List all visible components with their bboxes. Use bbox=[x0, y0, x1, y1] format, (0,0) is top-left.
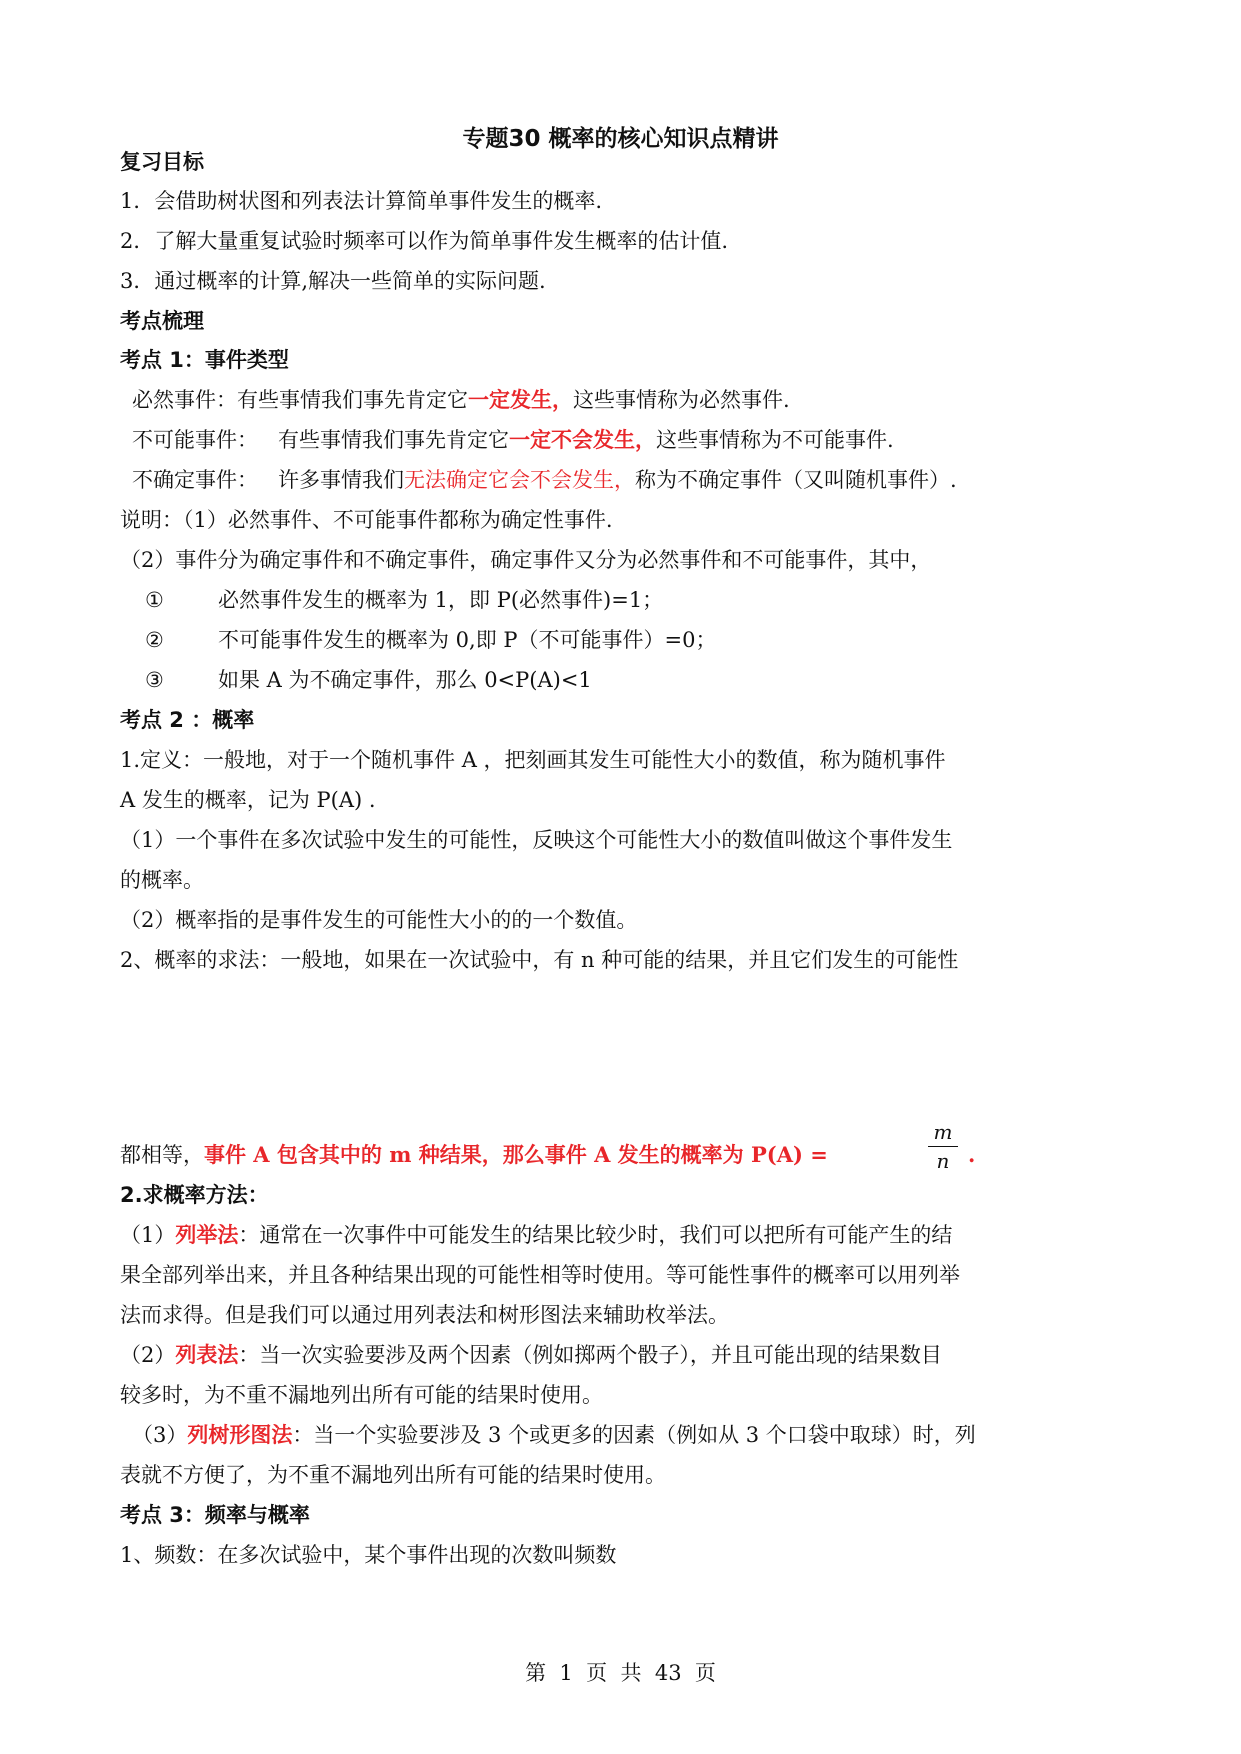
certain-event-text: 必然事件：有些事情我们事先肯定它 bbox=[132, 388, 468, 412]
topic-2-heading: 考点 2 ：概率 bbox=[120, 708, 255, 732]
method-2-line-2: 较多时，为不重不漏地列出所有可能的结果时使用。 bbox=[120, 1383, 603, 1407]
circle-number-2: ② bbox=[145, 628, 164, 652]
impossible-event-text-end: 这些事情称为不可能事件. bbox=[656, 428, 894, 452]
formula-emphasis: 事件 A 包含其中的 m 种结果，那么事件 A 发生的概率为 P(A) = bbox=[204, 1142, 828, 1167]
definition-line-3: （1）一个事件在多次试验中发生的可能性，反映这个可能性大小的数值叫做这个事件发生 bbox=[120, 828, 953, 852]
probability-formula-line bbox=[120, 1140, 828, 1170]
method-3-text: ：当一个实验要涉及 3 个或更多的因素（例如从 3 个口袋中取球）时，列 bbox=[292, 1423, 976, 1447]
topic-3-heading: 考点 3：频率与概率 bbox=[120, 1503, 310, 1527]
fraction-m-over-n bbox=[928, 1120, 958, 1173]
method-1-name: 列举法 bbox=[175, 1222, 239, 1247]
fraction-numerator: m bbox=[928, 1120, 958, 1147]
page-title: 专题30 概率的核心知识点精讲 bbox=[462, 126, 779, 152]
uncertain-event-definition bbox=[132, 465, 957, 495]
certain-event-text-end: 这些事情称为必然事件. bbox=[573, 388, 790, 412]
case-1: 必然事件发生的概率为 1，即 P(必然事件)=1； bbox=[218, 588, 664, 612]
section-heading-key-points: 考点梳理 bbox=[120, 309, 204, 333]
impossible-event-definition bbox=[132, 425, 894, 455]
probability-method-line-1: 2、概率的求法：一般地，如果在一次试验中，有 n 种可能的结果，并且它们发生的可能性 bbox=[120, 948, 959, 972]
method-2-name: 列表法 bbox=[175, 1342, 239, 1367]
frequency-definition: 1、频数：在多次试验中，某个事件出现的次数叫频数 bbox=[120, 1543, 617, 1567]
goal-2: 2．了解大量重复试验时频率可以作为简单事件发生概率的估计值. bbox=[120, 229, 729, 253]
case-2: 不可能事件发生的概率为 0,即 P（不可能事件）=0； bbox=[218, 628, 717, 652]
impossible-event-text: 不可能事件： 有些事情我们事先肯定它 bbox=[132, 428, 510, 452]
method-3-line-2: 表就不方便了，为不重不漏地列出所有可能的结果时使用。 bbox=[120, 1463, 666, 1487]
method-3-number: （3） bbox=[132, 1423, 188, 1447]
method-1-line-1 bbox=[120, 1220, 952, 1250]
section-heading-review-goals: 复习目标 bbox=[120, 150, 204, 174]
goal-3: 3．通过概率的计算,解决一些简单的实际问题. bbox=[120, 269, 546, 293]
method-3-name: 列树形图法 bbox=[187, 1422, 293, 1447]
note-1: 说明：（1）必然事件、不可能事件都称为确定性事件. bbox=[120, 508, 613, 532]
certain-event-emphasis: 一定发生， bbox=[468, 387, 573, 412]
formula-lead-text: 都相等， bbox=[120, 1143, 204, 1167]
definition-line-1: 1.定义：一般地，对于一个随机事件 A ，把刻画其发生可能性大小的数值，称为随机事件 bbox=[120, 748, 946, 772]
definition-line-2: A 发生的概率，记为 P(A) . bbox=[120, 788, 376, 812]
topic-1-heading: 考点 1：事件类型 bbox=[120, 348, 289, 372]
uncertain-event-text-end: 称为不确定事件（又叫随机事件）. bbox=[635, 468, 957, 492]
method-1-number: （1） bbox=[120, 1223, 176, 1247]
definition-line-5: （2）概率指的是事件发生的可能性大小的的一个数值。 bbox=[120, 908, 638, 932]
method-1-text: ：通常在一次事件中可能发生的结果比较少时，我们可以把所有可能产生的结 bbox=[238, 1223, 953, 1247]
uncertain-event-emphasis: 无法确定它会不会发生， bbox=[404, 468, 636, 492]
fraction-denominator: n bbox=[936, 1149, 950, 1173]
uncertain-event-text: 不确定事件： 许多事情我们 bbox=[132, 468, 405, 492]
case-3: 如果 A 为不确定事件，那么 0<P(A)<1 bbox=[218, 668, 592, 692]
method-1-line-2: 果全部列举出来，并且各种结果出现的可能性相等时使用。等可能性事件的概率可以用列举 bbox=[120, 1263, 960, 1287]
method-2-text: ：当一次实验要涉及两个因素（例如掷两个骰子），并且可能出现的结果数目 bbox=[238, 1343, 942, 1367]
goal-1: 1．会借助树状图和列表法计算简单事件发生的概率. bbox=[120, 189, 603, 213]
note-2: （2）事件分为确定事件和不确定事件，确定事件又分为必然事件和不可能事件，其中， bbox=[120, 548, 932, 572]
method-1-line-3: 法而求得。但是我们可以通过用列表法和树形图法来辅助枚举法。 bbox=[120, 1303, 729, 1327]
formula-period: . bbox=[968, 1142, 976, 1167]
methods-heading: 2.求概率方法： bbox=[120, 1183, 269, 1207]
circle-number-3: ③ bbox=[145, 668, 164, 692]
certain-event-definition bbox=[132, 385, 790, 415]
circle-number-1: ① bbox=[145, 588, 164, 612]
page-footer: 第 1 页 共 43 页 bbox=[525, 1661, 716, 1685]
method-2-number: （2） bbox=[120, 1343, 176, 1367]
impossible-event-emphasis: 一定不会发生， bbox=[509, 427, 657, 452]
method-3-line-1 bbox=[132, 1420, 976, 1450]
definition-line-4: 的概率。 bbox=[120, 868, 204, 892]
method-2-line-1 bbox=[120, 1340, 942, 1370]
